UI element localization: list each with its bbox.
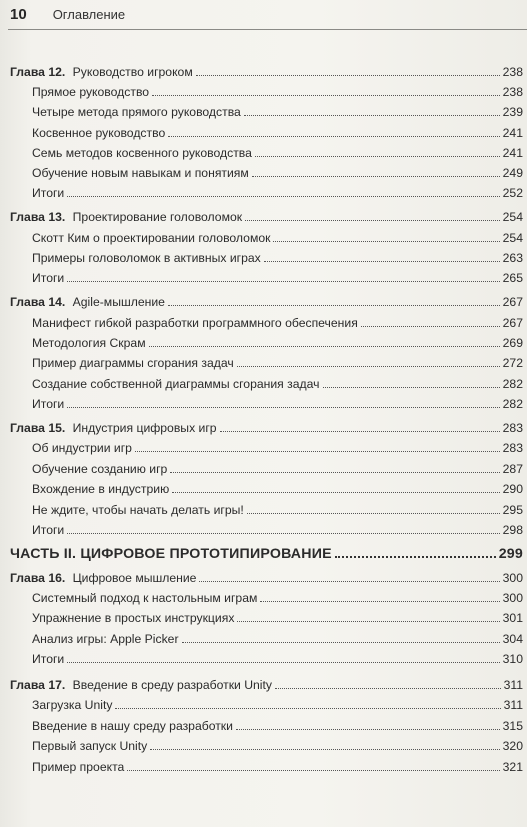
toc-page-number: 272	[502, 356, 523, 370]
toc-entry-title: Создание собственной диаграммы сгорания задач	[32, 377, 320, 391]
toc-section	[32, 313, 523, 331]
dot-leader	[152, 94, 500, 96]
dot-leader	[252, 175, 500, 177]
page-number: 10	[10, 6, 27, 23]
dot-leader	[323, 386, 500, 388]
dot-leader	[168, 135, 499, 137]
dot-leader	[275, 687, 501, 689]
toc-page-number: 287	[502, 462, 523, 476]
toc-page-number: 254	[502, 231, 523, 245]
header-rule	[8, 29, 527, 30]
toc-page-number: 241	[502, 146, 523, 160]
toc-entry-title: Итоги	[32, 523, 65, 537]
running-title: Оглавление	[52, 7, 126, 22]
chapter-label: Глава 12.	[10, 65, 66, 79]
toc-page-number: 320	[502, 739, 523, 753]
toc-entry-title: Введение в нашу среду разработки	[32, 719, 233, 733]
toc-entry-title: Обучение новым навыкам и понятиям	[32, 166, 249, 180]
toc-page-number: 300	[502, 591, 523, 605]
toc-entry-title: Пример проекта	[32, 760, 125, 774]
toc-section	[32, 123, 523, 141]
dot-leader	[67, 195, 499, 197]
toc-entry-title: ЧАСТЬ II. ЦИФРОВОЕ ПРОТОТИПИРОВАНИЕ	[10, 546, 332, 562]
toc-chapter	[10, 675, 523, 693]
toc-page-number: 267	[502, 316, 523, 330]
dot-leader	[220, 430, 500, 432]
toc-section	[32, 143, 523, 161]
toc-chapter	[10, 207, 523, 225]
toc-entry-title: Итоги	[32, 271, 65, 285]
chapter-title: Индустрия цифровых игр	[69, 421, 217, 435]
toc-page-number: 241	[502, 126, 523, 140]
toc-page-number: 282	[502, 397, 523, 411]
dot-leader	[67, 532, 499, 534]
toc-section	[32, 588, 523, 606]
toc-chapter	[10, 568, 523, 586]
toc-entry-title: Системный подход к настольным играм	[32, 591, 258, 605]
toc-page-number: 254	[502, 210, 523, 224]
toc-page-number: 310	[502, 652, 523, 666]
toc-page-number: 311	[503, 678, 523, 692]
toc-section	[32, 268, 523, 286]
dot-leader	[247, 512, 500, 514]
toc-entry-title: Загрузка Unity	[32, 698, 113, 712]
chapter-label: Глава 16.	[10, 571, 66, 585]
toc-entry-title: Вхождение в индустрию	[32, 482, 170, 496]
toc-entry-title	[10, 570, 196, 586]
toc-section	[32, 459, 523, 477]
toc-section	[32, 102, 523, 120]
dot-leader	[168, 304, 500, 306]
toc-entry-title	[10, 64, 193, 80]
chapter-label: Глава 14.	[10, 295, 66, 309]
toc-section	[32, 353, 523, 371]
toc-page-number: 249	[502, 166, 523, 180]
dot-leader	[361, 325, 500, 327]
dot-leader	[196, 74, 500, 76]
toc-entry-title: Итоги	[32, 652, 65, 666]
toc-entry-title: Пример диаграммы сгорания задач	[32, 356, 234, 370]
toc-entry-title: Манифест гибкой разработки программного обеспечения	[32, 316, 358, 330]
chapter-title: Руководство игроком	[69, 65, 193, 79]
toc-section	[32, 608, 523, 626]
toc-page-number: 315	[502, 719, 523, 733]
toc-entry-title: Косвенное руководство	[32, 126, 166, 140]
toc-chapter	[10, 418, 523, 436]
dot-leader	[237, 365, 500, 367]
toc-part	[10, 542, 523, 562]
toc-entry-title: Об индустрии игр	[32, 441, 132, 455]
toc-entry-title: Первый запуск Unity	[32, 739, 148, 753]
dot-leader	[67, 280, 499, 282]
toc-page-number: 304	[502, 632, 523, 646]
dot-leader	[236, 728, 500, 730]
toc-page-number: 238	[502, 85, 523, 99]
dot-leader	[150, 748, 499, 750]
toc-chapter	[10, 62, 523, 80]
dot-leader	[172, 491, 499, 493]
toc-entry-title: Анализ игры: Apple Picker	[32, 632, 179, 646]
toc-entry-title	[10, 420, 217, 436]
chapter-label: Глава 15.	[10, 421, 66, 435]
toc-page-number: 239	[502, 105, 523, 119]
page-header	[10, 6, 125, 28]
toc-section	[32, 716, 523, 734]
toc-section	[32, 695, 523, 713]
toc-page-number: 263	[502, 251, 523, 265]
dot-leader	[199, 580, 499, 582]
toc-section	[32, 183, 523, 201]
toc-entry-title: Примеры головоломок в активных играх	[32, 251, 261, 265]
dot-leader	[170, 471, 499, 473]
toc-page-number: 300	[502, 571, 523, 585]
dot-leader	[182, 641, 500, 643]
toc-section	[32, 520, 523, 538]
toc-entry-title: Итоги	[32, 186, 65, 200]
toc-entry-title: Итоги	[32, 397, 65, 411]
toc-section	[32, 163, 523, 181]
dot-leader	[115, 707, 500, 709]
chapter-title: Введение в среду разработки Unity	[69, 678, 272, 692]
dot-leader	[67, 661, 499, 663]
dot-leader	[67, 406, 499, 408]
dot-leader	[245, 219, 500, 221]
toc-page-number: 299	[498, 546, 523, 562]
toc-section	[32, 757, 523, 775]
dot-leader	[237, 620, 499, 622]
toc-entry-title	[10, 209, 242, 225]
toc-page-number: 282	[502, 377, 523, 391]
toc-section	[32, 374, 523, 392]
toc-page-number: 298	[502, 523, 523, 537]
toc-page-number: 269	[502, 336, 523, 350]
toc-section	[32, 333, 523, 351]
toc-page-number: 238	[502, 65, 523, 79]
chapter-title: Цифровое мышление	[69, 571, 197, 585]
toc-page-number: 283	[502, 421, 523, 435]
toc-section	[32, 500, 523, 518]
toc-page-number: 252	[502, 186, 523, 200]
toc-entry-title: Методология Скрам	[32, 336, 146, 350]
chapter-title: Agile-мышление	[69, 295, 165, 309]
toc-section	[32, 736, 523, 754]
toc-section	[32, 629, 523, 647]
toc-chapter	[10, 292, 523, 310]
dot-leader	[264, 260, 500, 262]
toc-entry-title: Семь методов косвенного руководства	[32, 146, 252, 160]
toc-entry-title	[10, 294, 165, 310]
toc-page-number: 311	[503, 698, 523, 712]
dot-leader	[260, 600, 499, 602]
toc-page-number: 295	[502, 503, 523, 517]
toc-entry-title: Обучение созданию игр	[32, 462, 168, 476]
dot-leader	[335, 555, 496, 558]
toc-entry-title	[10, 677, 272, 693]
chapter-label: Глава 13.	[10, 210, 66, 224]
toc-section	[32, 394, 523, 412]
toc-entry-title: Скотт Ким о проектировании головоломок	[32, 231, 271, 245]
toc-page-number: 301	[502, 611, 523, 625]
toc-page-number: 321	[502, 760, 523, 774]
toc-page-number: 265	[502, 271, 523, 285]
toc-section	[32, 82, 523, 100]
dot-leader	[149, 345, 500, 347]
dot-leader	[127, 769, 499, 771]
toc-entry-title: Не ждите, чтобы начать делать игры!	[32, 503, 244, 517]
toc-section	[32, 228, 523, 246]
chapter-title: Проектирование головоломок	[69, 210, 243, 224]
toc-page-number: 267	[502, 295, 523, 309]
toc-section	[32, 248, 523, 266]
chapter-label: Глава 17.	[10, 678, 66, 692]
dot-leader	[255, 155, 500, 157]
toc-section	[32, 649, 523, 667]
toc-section	[32, 438, 523, 456]
dot-leader	[135, 450, 500, 452]
dot-leader	[244, 114, 500, 116]
dot-leader	[273, 240, 499, 242]
toc-entry-title: Четыре метода прямого руководства	[32, 105, 241, 119]
toc-page-number: 290	[502, 482, 523, 496]
toc-section	[32, 479, 523, 497]
toc-page-number: 283	[502, 441, 523, 455]
toc-entry-title: Упражнение в простых инструкциях	[32, 611, 235, 625]
toc-entry-title: Прямое руководство	[32, 85, 150, 99]
